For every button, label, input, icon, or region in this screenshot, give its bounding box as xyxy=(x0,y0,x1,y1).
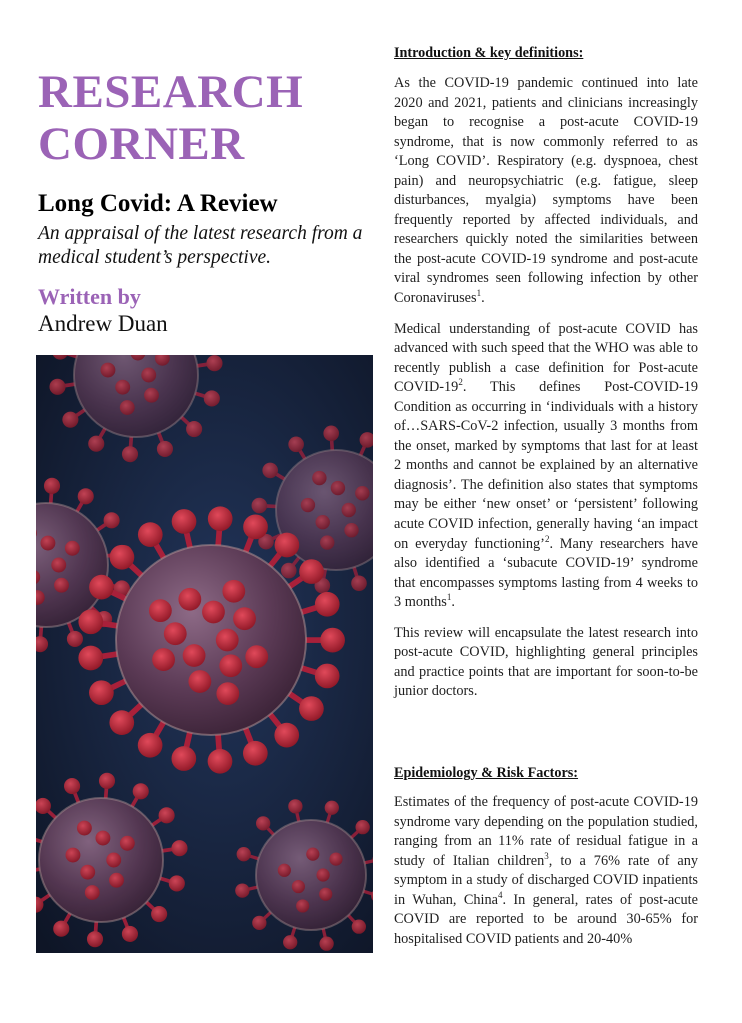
virus-spike xyxy=(53,921,69,937)
virus-body xyxy=(39,798,163,922)
paragraph-text: Medical understanding of post-acute COVID has advanced with such speed that the WHO was able to recently publish a case definition for Post-acute COVID-19 xyxy=(394,320,698,396)
title-line-1: RESEARCH xyxy=(38,66,304,118)
paragraph-text: As the COVID-19 pandemic continued into late 2020 and 2021, patients and clinicians increasingly began to recognise a post-acute COVID-19 syndrome, that is now commonly referred to as ‘Long COVID’. Respiratory (e.g. dyspnoea, chest pain) and neuropsychiatric (e.g. fatigue, sleep disturbances, myalgia) symptoms have been frequently reported by affected individuals, and researchers quickly noted the similarities between the post-acute COVID-19 syndrome and post-acute viral syndromes seen following infection by other Coronaviruses xyxy=(394,75,698,307)
virus-spike xyxy=(138,522,163,547)
virus-surface-spike xyxy=(312,471,326,485)
virus-surface-spike xyxy=(51,558,66,573)
virus-spike xyxy=(288,799,302,813)
virus-spike xyxy=(64,778,80,794)
coronavirus-illustration xyxy=(36,355,373,953)
virus-spike xyxy=(319,936,333,950)
virus-spike xyxy=(138,733,163,758)
reference-number: 2 xyxy=(544,533,550,544)
virus-spike xyxy=(299,696,324,721)
virus-surface-spike xyxy=(106,853,121,868)
virus-spike xyxy=(186,421,202,437)
virus-spike xyxy=(351,575,367,591)
virus-spike xyxy=(243,514,268,539)
paragraph-text: . This defines Post-COVID-19 Condition as occurring in ‘individuals with a history of…SARS-CoV-2 infection, usually 3 months from the onset, marked by symptoms that last for at least 2 months and cannot be explained by an alternative diagnosis’. The definition also states that symptoms may be either ‘new onset’ or ‘persistent’ following acute COVID infection, generally having ‘an impact on everyday functioning’ xyxy=(394,379,698,552)
virus-spike xyxy=(89,575,114,600)
virus-surface-spike xyxy=(317,868,330,881)
virus-surface-spike xyxy=(141,368,156,383)
reference-number: 4 xyxy=(498,889,503,900)
reference-number: 1 xyxy=(446,592,452,603)
paragraph-text: This review will encapsulate the latest research into post-acute COVID, highlighting general principles and practice points that are important for soon-to-be junior doctors. xyxy=(394,624,698,700)
virus-spike xyxy=(315,664,340,689)
virus-surface-spike xyxy=(344,523,358,537)
virus-spike xyxy=(323,426,339,442)
virus-surface-spike xyxy=(178,588,201,611)
section-epidemiology xyxy=(394,764,698,949)
virus-surface-spike xyxy=(66,848,81,863)
virus-spike xyxy=(67,631,83,647)
virus-surface-spike xyxy=(164,622,187,645)
virus-spike xyxy=(109,710,134,735)
virus-spike xyxy=(88,436,104,452)
virus-spike xyxy=(315,592,340,617)
virus-surface-spike xyxy=(216,629,239,652)
virus-spike xyxy=(171,840,187,856)
virus-spike xyxy=(208,749,233,774)
section-heading: Introduction & key definitions: xyxy=(394,45,584,61)
paragraph xyxy=(394,624,698,702)
virus-spike xyxy=(299,559,324,584)
reference-number: 1 xyxy=(476,288,482,299)
paragraph xyxy=(394,320,698,613)
virus-spike xyxy=(169,875,185,891)
virus-surface-spike xyxy=(278,864,291,877)
virus-spike xyxy=(274,723,299,748)
virus-body xyxy=(116,545,306,735)
virus-surface-spike xyxy=(316,515,330,529)
virus-spike xyxy=(151,906,167,922)
virus-spike xyxy=(49,379,65,395)
virus-spike xyxy=(320,628,345,653)
virus-spike xyxy=(159,807,175,823)
reference-number: 2 xyxy=(458,377,463,388)
paragraph-text: Estimates of the frequency of post-acute COVID-19 syndrome vary depending on the population studied, ranging from an 11% rate of residual fatigue in a study of Italian children xyxy=(394,794,698,869)
virus-spike xyxy=(235,883,249,897)
virus-surface-spike xyxy=(149,599,172,622)
virus-surface-spike xyxy=(292,880,305,893)
virus-surface-spike xyxy=(320,535,334,549)
virus-body xyxy=(256,820,366,930)
virus-surface-spike xyxy=(329,852,342,865)
virus-spike xyxy=(122,446,138,462)
section-introduction xyxy=(394,44,698,702)
magazine-section-title xyxy=(38,66,303,170)
virus-spike xyxy=(99,773,115,789)
virus-surface-spike xyxy=(120,400,135,415)
paragraph-text: , to a 76% rate of any symptom in a study of discharged COVID inpatients in Wuhan, China xyxy=(394,852,698,908)
virus-surface-spike xyxy=(54,578,69,593)
virus-surface-spike xyxy=(296,899,309,912)
virus-spike xyxy=(133,783,149,799)
virus-surface-spike xyxy=(319,888,332,901)
paragraph-text: . xyxy=(451,594,455,611)
virus-spike xyxy=(206,355,222,371)
virus-surface-spike xyxy=(109,873,124,888)
paragraph-text: . In general, rates of post-acute COVID are reported to be around 30-65% for hospitalised COVID patients and 20-40% xyxy=(394,891,698,947)
paragraph xyxy=(394,793,698,949)
virus-surface-spike xyxy=(233,607,256,630)
title-line-2: CORNER xyxy=(38,118,245,170)
virus-surface-spike xyxy=(331,481,345,495)
virus-surface-spike xyxy=(80,865,95,880)
virus-spike xyxy=(204,390,220,406)
virus-surface-spike xyxy=(216,682,239,705)
virus-surface-spike xyxy=(115,380,130,395)
virus-spike xyxy=(281,563,297,579)
virus-surface-spike xyxy=(101,363,116,378)
virus-spike xyxy=(172,509,197,534)
virus-spike xyxy=(352,919,366,933)
virus-spike xyxy=(110,545,135,570)
virus-spike xyxy=(157,441,173,457)
virus-spike xyxy=(87,931,103,947)
virus-surface-spike xyxy=(202,601,225,624)
virus-spike xyxy=(355,820,369,834)
virus-spike xyxy=(275,533,300,558)
virus-surface-spike xyxy=(306,848,319,861)
virus-spike xyxy=(104,512,120,528)
author-name: Andrew Duan xyxy=(38,311,168,336)
byline-label: Written by xyxy=(38,284,141,309)
virus-surface-spike xyxy=(355,486,369,500)
virus-spike xyxy=(78,646,103,671)
virus-surface-spike xyxy=(301,498,315,512)
paragraph-text: . xyxy=(481,290,485,307)
virus-surface-spike xyxy=(120,836,135,851)
virus-surface-spike xyxy=(40,536,55,551)
virus-spike xyxy=(288,437,304,453)
virus-surface-spike xyxy=(188,670,211,693)
virus-surface-spike xyxy=(342,503,356,517)
article-title: Long Covid: A Review xyxy=(38,190,278,217)
virus-surface-spike xyxy=(222,580,245,603)
virus-spike xyxy=(252,916,266,930)
virus-spike xyxy=(256,816,270,830)
virus-spike xyxy=(44,478,60,494)
virus-spike xyxy=(78,488,94,504)
virus-spike xyxy=(283,935,297,949)
virus-spike xyxy=(243,741,268,766)
virus-surface-spike xyxy=(152,648,175,671)
hero-image-coronavirus xyxy=(36,355,373,953)
virus-spike xyxy=(89,680,114,705)
virus-surface-spike xyxy=(144,388,159,403)
virus-spike xyxy=(237,847,251,861)
virus-surface-spike xyxy=(77,821,92,836)
virus-surface-spike xyxy=(95,831,110,846)
virus-surface-spike xyxy=(219,654,242,677)
article-subtitle: An appraisal of the latest research from a medical student’s perspective. xyxy=(38,223,363,268)
virus-surface-spike xyxy=(85,885,100,900)
virus-spike xyxy=(325,801,339,815)
virus-surface-spike xyxy=(183,644,206,667)
paragraph xyxy=(394,74,698,309)
virus-spike xyxy=(208,506,233,531)
virus-spike xyxy=(252,498,268,514)
virus-spike xyxy=(171,746,196,771)
virus-spike xyxy=(62,412,78,428)
reference-number: 3 xyxy=(544,850,549,861)
virus-spike xyxy=(262,463,278,479)
virus-surface-spike xyxy=(245,645,268,668)
virus-spike xyxy=(122,926,138,942)
virus-spike xyxy=(78,609,103,634)
paragraph-text: . Many researchers have also identified a ‘subacute COVID-19’ syndrome that encompasses symptoms lasting from 4 weeks to 3 months xyxy=(394,535,698,611)
section-heading: Epidemiology & Risk Factors: xyxy=(394,765,579,781)
virus-surface-spike xyxy=(65,541,80,556)
